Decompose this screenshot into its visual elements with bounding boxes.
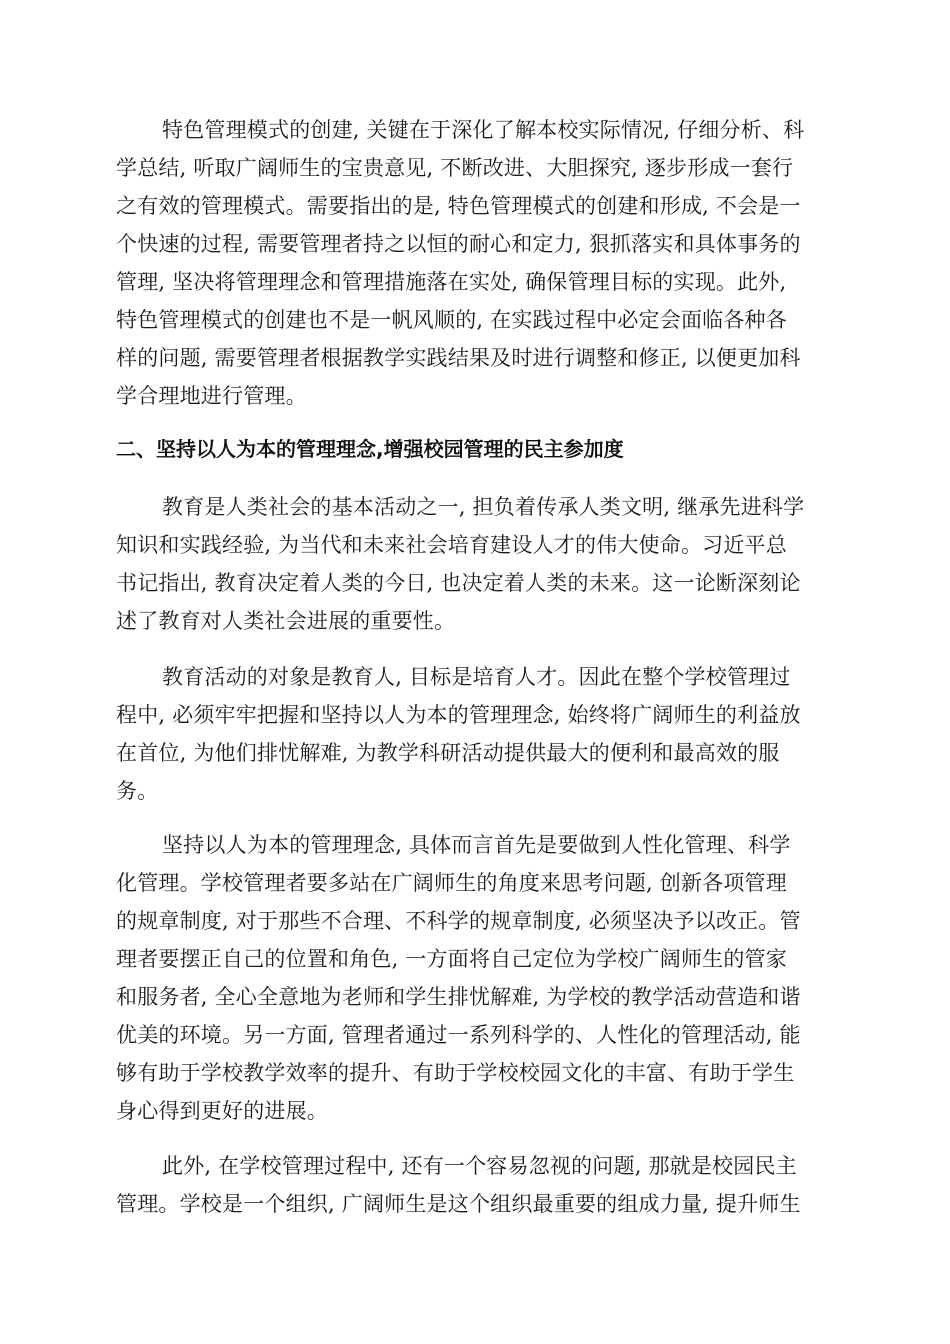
paragraph-5-line: 管理。学校是一个组织, 广阔师生是这个组织最重要的组成力量, 提升师生 bbox=[116, 1192, 801, 1216]
paragraph-4-line: 理者要摆正自己的位置和角色, 一方面将自己定位为学校广阔师生的管家 bbox=[116, 947, 787, 971]
paragraph-1-line: 特色管理模式的创建也不是一帆风顺的, 在实践过程中必定会面临各种各 bbox=[116, 308, 787, 332]
paragraph-4-line: 和服务者, 全心全意地为老师和学生排忧解难, 为学校的教学活动营造和谐 bbox=[116, 985, 801, 1009]
paragraph-1-line: 特色管理模式的创建, 关键在于深化了解本校实际情况, 仔细分析、科 bbox=[162, 118, 805, 142]
paragraph-2-line: 知识和实践经验, 为当代和未来社会培育建设人才的伟大使命。习近平总 bbox=[116, 533, 787, 557]
paragraph-1-line: 个快速的过程, 需要管理者持之以恒的耐心和定力, 狠抓落实和具体事务的 bbox=[116, 232, 801, 256]
paragraph-3-line: 教育活动的对象是教育人, 目标是培育人才。因此在整个学校管理过 bbox=[162, 665, 791, 689]
section-heading: 二、坚持以人为本的管理理念,增强校园管理的民主参加度 bbox=[116, 437, 624, 461]
paragraph-2-line: 书记指出, 教育决定着人类的今日, 也决定着人类的未来。这一论断深刻论 bbox=[116, 571, 801, 595]
paragraph-4-line: 优美的环境。另一方面, 管理者通过一系列科学的、人性化的管理活动, 能 bbox=[116, 1023, 801, 1047]
paragraph-4-line: 的规章制度, 对于那些不合理、不科学的规章制度, 必须坚决予以改正。管 bbox=[116, 909, 801, 933]
paragraph-2-line: 教育是人类社会的基本活动之一, 担负着传承人类文明, 继承先进科学 bbox=[162, 495, 805, 519]
paragraph-1-line: 样的问题, 需要管理者根据教学实践结果及时进行调整和修正, 以便更加科 bbox=[116, 346, 801, 370]
paragraph-3-line: 在首位, 为他们排忧解难, 为教学科研活动提供最大的便利和最高效的服 bbox=[116, 741, 780, 765]
paragraph-4-line: 身心得到更好的进展。 bbox=[116, 1099, 328, 1123]
paragraph-1-line: 学合理地进行管理。 bbox=[116, 384, 307, 408]
paragraph-3-line: 程中, 必须牢牢把握和坚持以人为本的管理理念, 始终将广阔师生的利益放 bbox=[116, 703, 801, 727]
paragraph-4-line: 化管理。学校管理者要多站在广阔师生的角度来思考问题, 创新各项管理 bbox=[116, 871, 787, 895]
paragraph-2-line: 述了教育对人类社会进展的重要性。 bbox=[116, 609, 456, 633]
paragraph-5-line: 此外, 在学校管理过程中, 还有一个容易忽视的问题, 那就是校园民主 bbox=[162, 1154, 797, 1178]
paragraph-1-line: 管理, 坚决将管理理念和管理措施落在实处, 确保管理目标的实现。此外, bbox=[116, 270, 787, 294]
paragraph-1-line: 学总结, 听取广阔师生的宝贵意见, 不断改进、大胆探究, 逐步形成一套行 bbox=[116, 156, 794, 180]
paragraph-4-line: 够有助于学校教学效率的提升、有助于学校校园文化的丰富、有助于学生 bbox=[116, 1061, 795, 1085]
paragraph-1-line: 之有效的管理模式。需要指出的是, 特色管理模式的创建和形成, 不会是一 bbox=[116, 194, 801, 218]
paragraph-3-line: 务。 bbox=[116, 779, 159, 803]
paragraph-4-line: 坚持以人为本的管理理念, 具体而言首先是要做到人性化管理、科学 bbox=[162, 833, 791, 857]
